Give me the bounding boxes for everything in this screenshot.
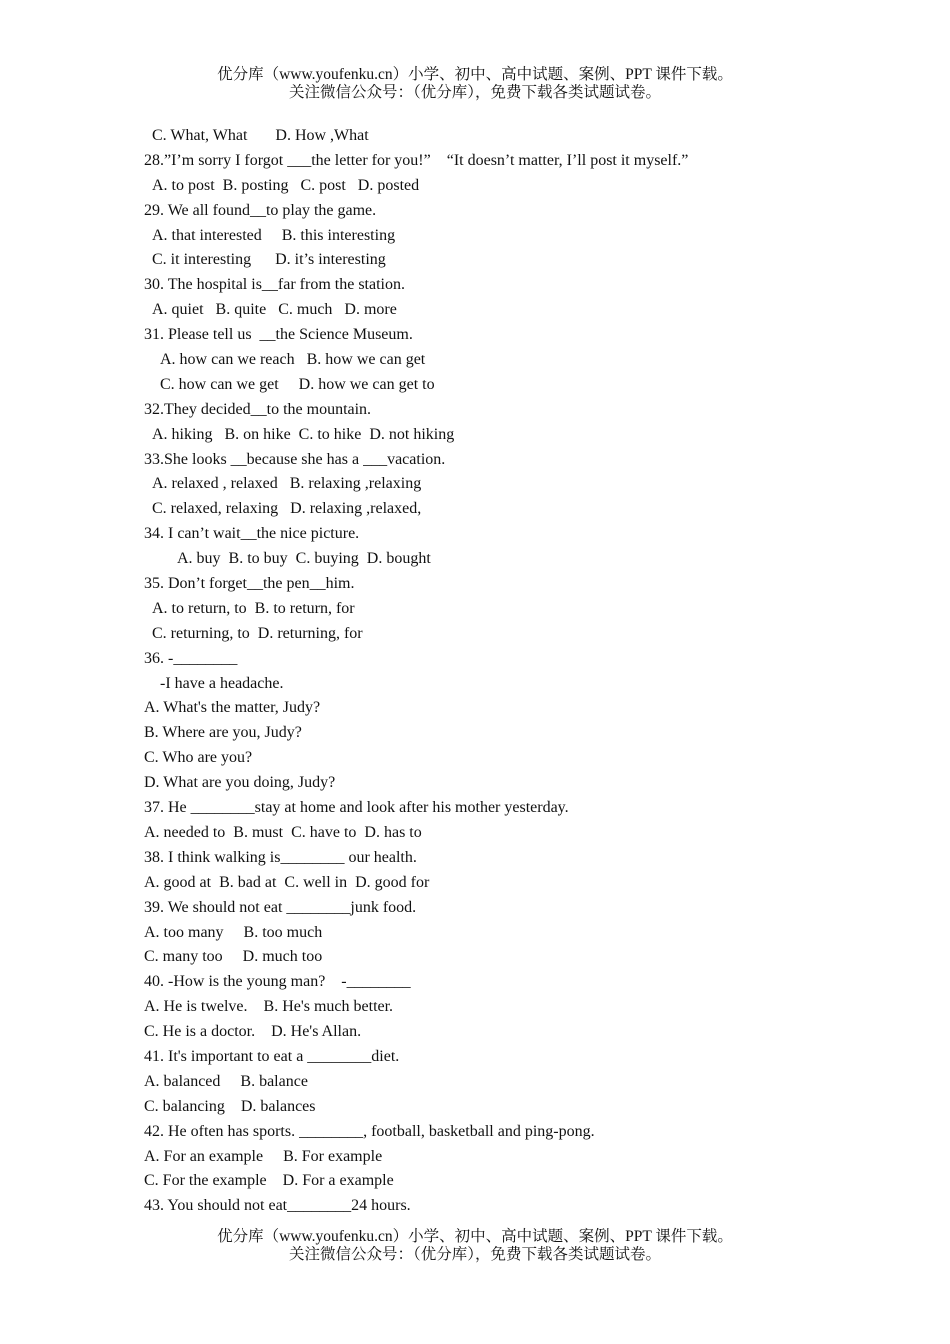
options-line: B. Where are you, Judy?: [144, 724, 302, 742]
question-35: 35. Don’t forget__the pen__him.: [144, 575, 355, 593]
question-29: 29. We all found__to play the game.: [144, 201, 377, 219]
question-32: 32.They decided__to the mountain.: [144, 400, 372, 418]
options-line: C. many too D. much too: [144, 948, 323, 966]
options-line: D. What are you doing, Judy?: [144, 774, 336, 792]
options-line: C. relaxed, relaxing D. relaxing ,relaxed,: [152, 500, 422, 518]
dialogue-line: -I have a headache.: [160, 674, 284, 692]
question-list: [144, 124, 904, 1219]
options-line: A. too many B. too much: [144, 923, 323, 941]
options-line: C. For the example D. For a example: [144, 1172, 394, 1190]
options-line: A. What's the matter, Judy?: [144, 699, 321, 717]
options-line: A. that interested B. this interesting: [152, 226, 396, 244]
options-line: A. hiking B. on hike C. to hike D. not hiking: [152, 425, 455, 443]
text-line: C. What, What D. How ,What: [152, 127, 369, 144]
header-line-1: 优分库（www.youfenku.cn）小学、初中、高中试题、案例、PPT 课件下载。: [217, 66, 733, 83]
options-line: C. returning, to D. returning, for: [152, 624, 363, 642]
options-line: C. balancing D. balances: [144, 1097, 316, 1115]
options-line: A. He is twelve. B. He's much better.: [144, 998, 394, 1016]
question-34: 34. I can’t wait__the nice picture.: [144, 525, 360, 543]
question-40: 40. -How is the young man? -________: [144, 973, 411, 991]
options-line: A. buy B. to buy C. buying D. bought: [177, 550, 431, 568]
footer-line-2: 关注微信公众号：（优分库），免费下载各类试题试卷。: [288, 1246, 661, 1263]
question-43: 43. You should not eat________24 hours.: [144, 1197, 411, 1215]
options-line: C. it interesting D. it’s interesting: [152, 251, 386, 269]
question-31: 31. Please tell us __the Science Museum.: [144, 326, 413, 344]
footer-line-1: 优分库（www.youfenku.cn）小学、初中、高中试题、案例、PPT 课件下载。: [217, 1228, 733, 1245]
question-39: 39. We should not eat ________junk food.: [144, 898, 417, 916]
header-line-2: 关注微信公众号：（优分库），免费下载各类试题试卷。: [288, 84, 661, 101]
question-36: 36. -________: [144, 649, 238, 667]
question-28: 28.”I’m sorry I forgot ___the letter for you!” “It doesn’t matter, I’ll post it myself.”: [144, 151, 689, 169]
page-header: [0, 66, 950, 102]
options-line: A. For an example B. For example: [144, 1147, 383, 1165]
options-line: A. balanced B. balance: [144, 1072, 308, 1090]
options-line: A. quiet B. quite C. much D. more: [152, 301, 397, 319]
question-42: 42. He often has sports. ________, football, basketball and ping-pong.: [144, 1122, 595, 1140]
options-line: A. to return, to B. to return, for: [152, 599, 355, 617]
options-line: A. relaxed , relaxed B. relaxing ,relaxing: [152, 475, 422, 493]
options-line: A. to post B. posting C. post D. posted: [152, 176, 420, 194]
question-37: 37. He ________stay at home and look after his mother yesterday.: [144, 799, 569, 817]
question-30: 30. The hospital is__far from the station.: [144, 276, 405, 294]
options-line: C. Who are you?: [144, 749, 253, 767]
page-footer: [0, 1228, 950, 1264]
options-line: A. needed to B. must C. have to D. has to: [144, 823, 422, 841]
question-41: 41. It's important to eat a ________diet.: [144, 1047, 400, 1065]
question-33: 33.She looks __because she has a ___vacation.: [144, 450, 446, 468]
options-line: A. good at B. bad at C. well in D. good for: [144, 873, 430, 891]
options-line: A. how can we reach B. how we can get: [160, 351, 426, 369]
options-line: C. how can we get D. how we can get to: [160, 375, 435, 393]
options-line: C. He is a doctor. D. He's Allan.: [144, 1023, 362, 1041]
question-38: 38. I think walking is________ our health.: [144, 848, 417, 866]
